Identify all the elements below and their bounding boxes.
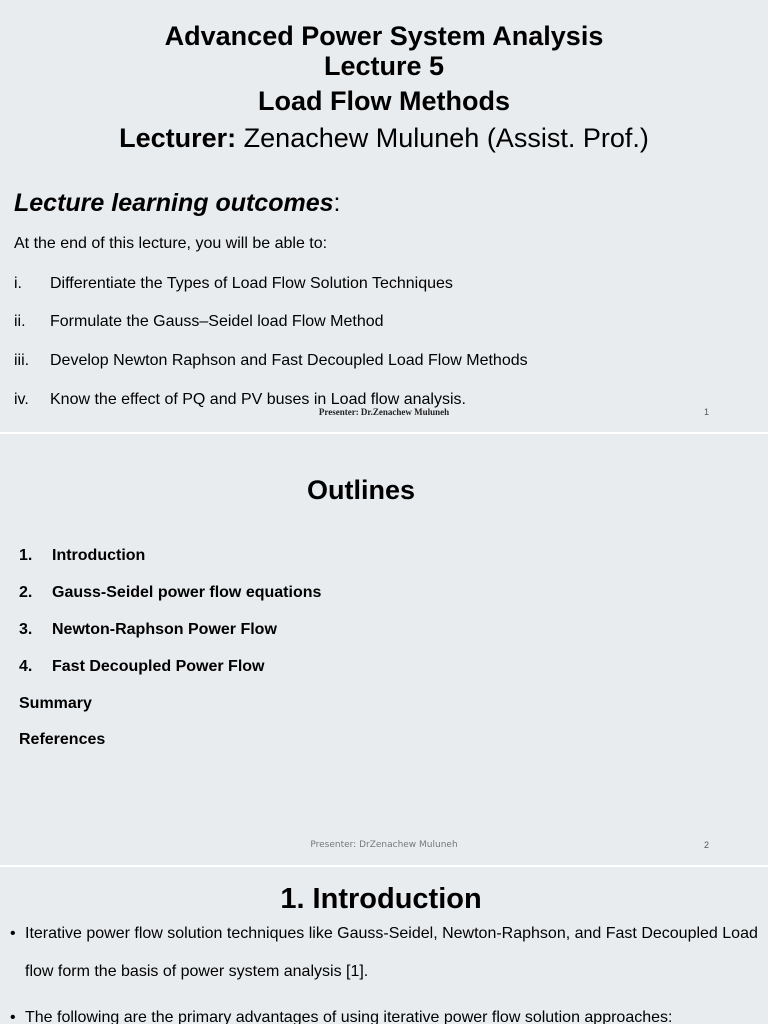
lecturer-line bbox=[0, 123, 768, 153]
bullet-text: The following are the primary advantages of using iterative power flow solution approaches: bbox=[25, 1009, 673, 1024]
outline-text: Summary bbox=[19, 695, 92, 712]
lecturer-label: Lecturer: bbox=[119, 123, 237, 153]
objective-text: Know the effect of PQ and PV buses in Load flow analysis. bbox=[50, 391, 466, 408]
bullet-text: Iterative power flow solution techniques like Gauss-Seidel, Newton-Raphson, and Fast Decoupled Load bbox=[25, 925, 758, 942]
objective-item bbox=[14, 313, 384, 331]
bullet-item bbox=[10, 999, 766, 1024]
outline-number: 1. bbox=[19, 547, 33, 564]
outline-number: 4. bbox=[19, 658, 33, 675]
bullet-text-continued: flow form the basis of power system analysis [1]. bbox=[25, 963, 369, 980]
slide-footer: Presenter: Dr.Zenachew Muluneh bbox=[318, 407, 450, 417]
outline-text: Gauss-Seidel power flow equations bbox=[52, 584, 322, 601]
objective-number: iii. bbox=[14, 352, 30, 369]
outline-item bbox=[19, 695, 92, 713]
slide-1 bbox=[0, 0, 768, 432]
outline-item bbox=[19, 658, 264, 676]
lecturer-name: Zenachew Muluneh (Assist. Prof.) bbox=[236, 123, 649, 153]
outline-text: Newton-Raphson Power Flow bbox=[52, 621, 277, 638]
objective-text: Differentiate the Types of Load Flow Solution Techniques bbox=[50, 275, 453, 292]
outline-number: 3. bbox=[19, 621, 33, 638]
objective-item bbox=[14, 352, 528, 370]
page-number: 2 bbox=[703, 840, 709, 850]
bullet-symbol: • bbox=[10, 925, 16, 942]
outline-text: Introduction bbox=[52, 547, 146, 564]
objective-number: i. bbox=[14, 275, 22, 292]
objective-text: Develop Newton Raphson and Fast Decoupled Load Flow Methods bbox=[50, 352, 528, 369]
bullet-item bbox=[10, 915, 766, 991]
course-title: Advanced Power System Analysis bbox=[164, 21, 604, 51]
outcomes-intro-text: At the end of this lecture, you will be able to: bbox=[14, 235, 328, 252]
objective-number: iv. bbox=[14, 391, 29, 408]
objective-item bbox=[14, 275, 453, 293]
objective-number: ii. bbox=[14, 313, 26, 330]
outcomes-heading-text: Lecture learning outcomes bbox=[14, 189, 334, 217]
lecture-number: Lecture 5 bbox=[323, 51, 445, 81]
slide-footer: Presenter: DrZenachew Muluneh bbox=[310, 840, 458, 850]
page-number: 1 bbox=[703, 407, 709, 417]
outcomes-heading-colon: : bbox=[333, 189, 341, 217]
objective-text: Formulate the Gauss–Seidel load Flow Method bbox=[50, 313, 384, 330]
slide-3 bbox=[0, 867, 768, 1024]
outline-text: References bbox=[19, 731, 106, 748]
outcomes-heading bbox=[14, 189, 340, 218]
outline-item bbox=[19, 731, 105, 749]
slide-2 bbox=[0, 434, 768, 865]
outline-text: Fast Decoupled Power Flow bbox=[52, 658, 265, 675]
bullet-symbol: • bbox=[10, 1009, 16, 1024]
outline-number: 2. bbox=[19, 584, 33, 601]
lecture-topic: Load Flow Methods bbox=[258, 86, 510, 116]
outline-item bbox=[19, 547, 145, 565]
outline-item bbox=[19, 584, 321, 602]
outline-item bbox=[19, 621, 277, 639]
introduction-title: 1. Introduction bbox=[280, 883, 482, 915]
outlines-title: Outlines bbox=[306, 475, 415, 505]
